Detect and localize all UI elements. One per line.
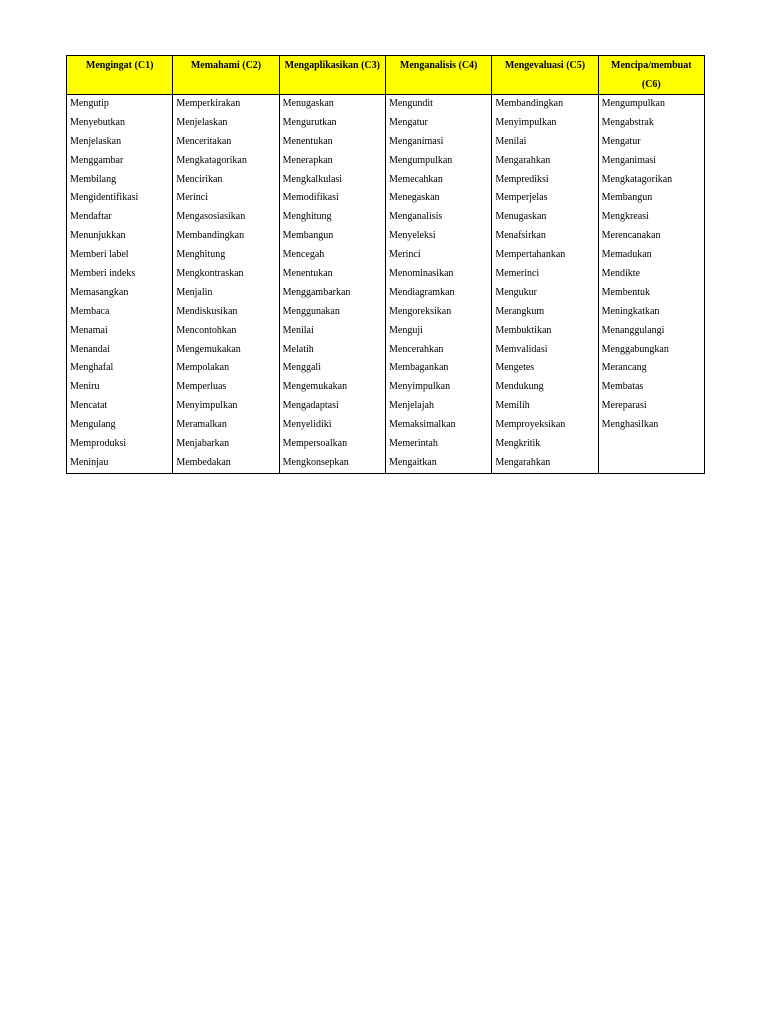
header-row — [67, 56, 705, 95]
verb-item: Membilang — [70, 173, 117, 185]
verb-item: Menjalin — [176, 286, 213, 298]
verb-item: Mendiagramkan — [388, 286, 455, 298]
verb-item: Meniru — [70, 381, 100, 393]
verb-item: Mencontohkan — [176, 324, 237, 336]
verb-item: Menamai — [70, 324, 108, 336]
verb-item: Memproyeksikan — [495, 419, 566, 431]
verb-item: Mengumpulkan — [601, 98, 665, 109]
verb-item: Mengaitkan — [388, 456, 437, 468]
verb-item: Menghitung — [176, 249, 226, 261]
verb-item: Memaksimalkan — [388, 419, 456, 431]
verb-item: Menominasikan — [388, 268, 454, 280]
verb-item: Mengkatagorikan — [176, 154, 247, 166]
verb-item: Mengkritik — [495, 438, 541, 450]
verb-item: Mereparasi — [601, 400, 647, 412]
verb-item: Mengatur — [388, 116, 428, 128]
verb-item: Membentuk — [601, 286, 650, 298]
verb-item: Mengabstrak — [601, 116, 654, 128]
verb-item: Menganimasi — [388, 135, 444, 147]
header-c5: Mengevaluasi (C5) — [492, 56, 598, 95]
verb-item: Mendikte — [601, 268, 640, 280]
verb-item: Menyeleksi — [388, 230, 436, 242]
verb-item: Menganalisis — [388, 211, 443, 223]
verb-item: Mengkontraskan — [176, 268, 244, 280]
verb-item: Merangkum — [495, 305, 545, 317]
verb-item: Mengukur — [495, 286, 537, 298]
verb-item: Mengetes — [495, 362, 535, 374]
verb-item: Mengarahkan — [495, 154, 551, 166]
verb-item: Mengulang — [70, 419, 116, 431]
verb-item: Mengkalkulasi — [282, 173, 343, 185]
verb-item: Memasangkan — [70, 286, 129, 298]
verb-item: Menunjukkan — [70, 230, 126, 242]
verb-item: Menghitung — [282, 211, 332, 223]
verb-item: Menyimpulkan — [176, 400, 238, 412]
verb-item: Mendukung — [495, 381, 544, 393]
verb-item: Menggabungkan — [601, 343, 669, 355]
verb-item: Menugaskan — [282, 98, 334, 109]
verb-item: Menggali — [282, 362, 321, 374]
verb-item: Memodifikasi — [282, 192, 339, 204]
verb-item: Menandai — [70, 343, 110, 355]
verb-item: Menguji — [388, 324, 423, 336]
verb-item: Memberi label — [70, 249, 129, 261]
verb-item: Menjelaskan — [176, 116, 228, 128]
verb-item: Mengidentifikasi — [70, 192, 139, 204]
verb-item: Mencatat — [70, 400, 108, 412]
verb-item: Mengadaptasi — [282, 400, 339, 412]
verb-item: Mengumpulkan — [388, 154, 453, 166]
column-c4 — [385, 95, 491, 474]
verb-item: Mengundit — [388, 98, 433, 109]
verb-item: Mengemukakan — [176, 343, 241, 355]
verb-item: Membangun — [282, 230, 334, 242]
column-c5 — [492, 95, 598, 474]
verb-item: Mencirikan — [176, 173, 223, 185]
verb-item: Menghafal — [70, 362, 114, 374]
verb-item: Mempersoalkan — [282, 438, 348, 450]
verb-item: Memerinci — [495, 268, 540, 280]
verb-item: Merencanakan — [601, 230, 661, 242]
verb-item: Menganimasi — [601, 154, 657, 166]
verb-item: Meningkatkan — [601, 305, 660, 317]
verb-item: Membagankan — [388, 362, 449, 374]
verb-item: Mengasosiasikan — [176, 211, 246, 223]
verb-item: Menanggulangi — [601, 324, 665, 336]
verb-item: Menentukan — [282, 268, 333, 280]
header-c1: Mengingat (C1) — [67, 56, 173, 95]
verb-item: Merinci — [176, 192, 208, 204]
verb-item: Memadukan — [601, 249, 652, 261]
column-c2 — [173, 95, 279, 474]
verb-item: Mengkreasi — [601, 211, 649, 223]
verb-item: Menyebutkan — [70, 116, 125, 128]
verb-item: Menyimpulkan — [388, 381, 451, 393]
column-c3 — [279, 95, 385, 474]
verb-item: Memperluas — [176, 381, 227, 393]
verb-item: Mencerahkan — [388, 343, 444, 355]
verb-item: Membaca — [70, 305, 110, 317]
verb-item: Memprediksi — [495, 173, 549, 185]
verb-item: Memberi indeks — [70, 268, 136, 280]
verb-item: Menghasilkan — [601, 419, 659, 431]
verb-item: Memecahkan — [388, 173, 443, 185]
verb-item: Memvalidasi — [495, 343, 548, 355]
verb-item: Mendaftar — [70, 211, 112, 223]
verb-item: Mengatur — [601, 135, 641, 147]
verb-item: Menilai — [495, 135, 527, 147]
verb-item: Mempolakan — [176, 362, 230, 374]
verb-item: Memproduksi — [70, 438, 127, 450]
verb-item: Menggambarkan — [282, 286, 351, 298]
verb-item: Mengarahkan — [495, 456, 551, 468]
verb-item: Mendiskusikan — [176, 305, 238, 317]
body-row — [67, 95, 705, 474]
column-c6 — [598, 95, 704, 474]
header-c4: Menganalisis (C4) — [385, 56, 491, 95]
verb-item: Mengemukakan — [282, 381, 348, 393]
verb-item: Mempertahankan — [495, 249, 566, 261]
verb-item: Membandingkan — [495, 98, 564, 109]
verb-item: Membatas — [601, 381, 644, 393]
verb-item: Menyimpulkan — [495, 116, 557, 128]
verb-item: Mengoreksikan — [388, 305, 452, 317]
verb-item: Menentukan — [282, 135, 333, 147]
verb-item: Mencegah — [282, 249, 325, 261]
verb-item: Memperkirakan — [176, 98, 241, 109]
verb-item: Menilai — [282, 324, 314, 336]
verb-item: Menyelidiki — [282, 419, 332, 431]
header-c3: Mengaplikasikan (C3) — [279, 56, 385, 95]
verb-item: Menugaskan — [495, 211, 547, 223]
verb-item: Membedakan — [176, 456, 231, 468]
verb-item: Membandingkan — [176, 230, 245, 242]
header-c2: Memahami (C2) — [173, 56, 279, 95]
verb-item: Menggambar — [70, 154, 124, 166]
verb-item: Meninjau — [70, 456, 109, 468]
verb-item: Menggunakan — [282, 305, 340, 317]
verb-item: Membangun — [601, 192, 653, 204]
verb-item: Menjabarkan — [176, 438, 230, 450]
column-c1 — [67, 95, 173, 474]
header-c6: Mencipa/membuat (C6) — [598, 56, 704, 95]
verb-item: Membuktikan — [495, 324, 552, 336]
cognitive-verbs-table — [66, 55, 705, 474]
verb-item: Memerintah — [388, 438, 438, 450]
verb-item: Merinci — [388, 249, 421, 261]
verb-item: Mengkatagorikan — [601, 173, 673, 185]
verb-item: Mengutip — [70, 98, 109, 109]
verb-item: Memilih — [495, 400, 530, 412]
verb-item: Mengurutkan — [282, 116, 337, 128]
verb-item: Meramalkan — [176, 419, 227, 431]
verb-item: Merancang — [601, 362, 647, 374]
verb-item: Menafsirkan — [495, 230, 546, 242]
verb-item: Menceritakan — [176, 135, 232, 147]
verb-item: Menjelaskan — [70, 135, 122, 147]
verb-item: Menjelajah — [388, 400, 434, 412]
verb-item: Menerapkan — [282, 154, 333, 166]
verb-item: Mengkonsepkan — [282, 456, 349, 468]
verb-item: Melatih — [282, 343, 314, 355]
verb-item: Memperjelas — [495, 192, 548, 204]
verb-item: Menegaskan — [388, 192, 440, 204]
